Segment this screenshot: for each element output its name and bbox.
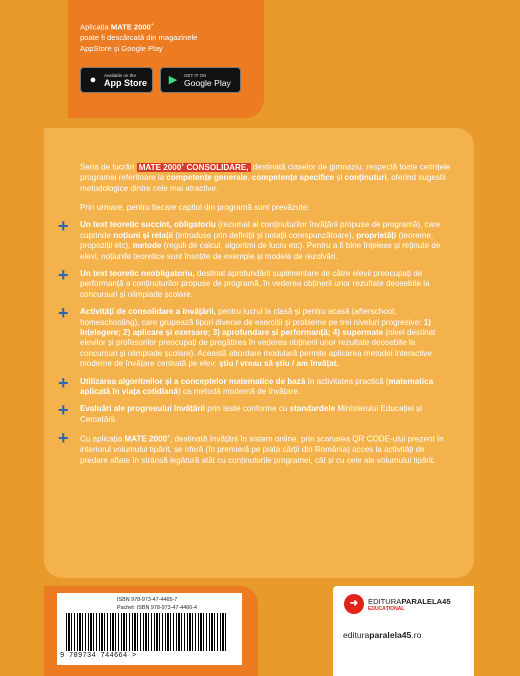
app-store-button[interactable]: ● Available on the App Store (80, 67, 153, 93)
list-item: + Un text teoretic succint, obligatoriu (rezumat al conținuturilor învățării propuse de programă), care cuprinde noțiuni și relații (introduse prin definiții și notații corespunzătoare), proprietăți (teoreme, propoziții etc), metode (reguli de calcul, algoritmi de lucru etc). Pentru a fi bine înțelese și reținute de elevi, noțiunile teoretice sunt însoțite de exemple și modele de rezolvări. (58, 216, 441, 261)
list-item: + Activități de consolidare a învățării, pentru lucrul la clasă și pentru acasă (afterschool, homeschooling), care grupează tipuri diverse de exerciții și probleme pe trei niveluri progresive: 1) înțelegere; 2) aplicare și exersare; 3) aprofundare și performanță; 4) supermate (nivel destinat elevilor și profesorilor preocupați de pregătirea în vederea obținerii unor rezultate deosebite la concursuri și olimpiade școlare). Această abordare modulară permite aplicarea metodei interactive moderne de învățare centrată pe elev: știu / vreau să știu / am învățat. (58, 303, 436, 369)
list-item: + Cu aplicația MATE 2000+, destinată învățării în sistem online, prin scanarea QR CODE-ului prezent în interiorul volumului tipărit, se oferă (în premieră pe piața cărții din România) acces la activități de predare aflate în strânsă legătură atât cu conținuturile programei, cât și cu cele ale volumului tipărit. (58, 428, 444, 465)
publisher-logo: ➜ EDITURAPARALELA45 EDUCAȚIONAL (344, 586, 468, 622)
plus-icon: + (58, 400, 69, 421)
isbn-package-line: Pachet: ISBN 978-973-47-4466-4 (117, 605, 198, 611)
plus-icon: + (58, 303, 69, 324)
list-intro: Prin urmare, pentru fiecare capitol din programă sunt prevăzute: (80, 202, 310, 212)
google-play-button[interactable]: ▶ GET IT ON Google Play (160, 67, 241, 93)
app-promo-panel (68, 0, 264, 118)
isbn-line: ISBN 978-973-47-4465-7 (117, 597, 178, 603)
barcode (66, 613, 226, 651)
plus-icon: + (58, 216, 69, 237)
play-icon: ▶ (168, 73, 178, 86)
series-highlight: MATE 2000+ CONSOLIDARE, (138, 162, 249, 172)
list-item: + Un text teoretic neobligatoriu, destinat aprofundării suplimentare de către elevii preocupați de performanță a conținuturilor propuse de programă, în vederea obținerii unor rezultate deosebite la concursuri și olimpiade școlare. (58, 264, 430, 299)
publisher-website[interactable]: edituraparalela45.ro (343, 630, 422, 640)
app-promo-text: Aplicația MATE 2000+ poate fi descărcată din magazinele AppStore și Google Play (80, 22, 198, 53)
barcode-number: 9 789734 744664 > (60, 652, 137, 660)
plus-icon: + (58, 372, 69, 393)
intro-paragraph: Seria de lucrări MATE 2000+ CONSOLIDARE, destinată claselor de gimnaziu, respectă toate cerințele programei referitoare la competențe generale, competențe specifice și conținuturi, oferind sugestii metodologice dintre cele mai atractive. (80, 162, 451, 193)
plus-icon: + (58, 264, 69, 285)
description-content (58, 160, 452, 466)
apple-icon: ● (89, 73, 97, 86)
list-item: + Utilizarea algoritmilor și a conceptelor matematice de bază în activitatea practică (matematica aplicată în viața cotidiană) ca metodă modernă de învățare. (58, 372, 434, 396)
list-item: + Evaluări ale progresului învățării prin teste conforme cu standardele Ministerului Educației și Cercetării. (58, 400, 422, 424)
plus-icon: + (58, 428, 69, 449)
publisher-logo-icon: ➜ (344, 594, 364, 614)
